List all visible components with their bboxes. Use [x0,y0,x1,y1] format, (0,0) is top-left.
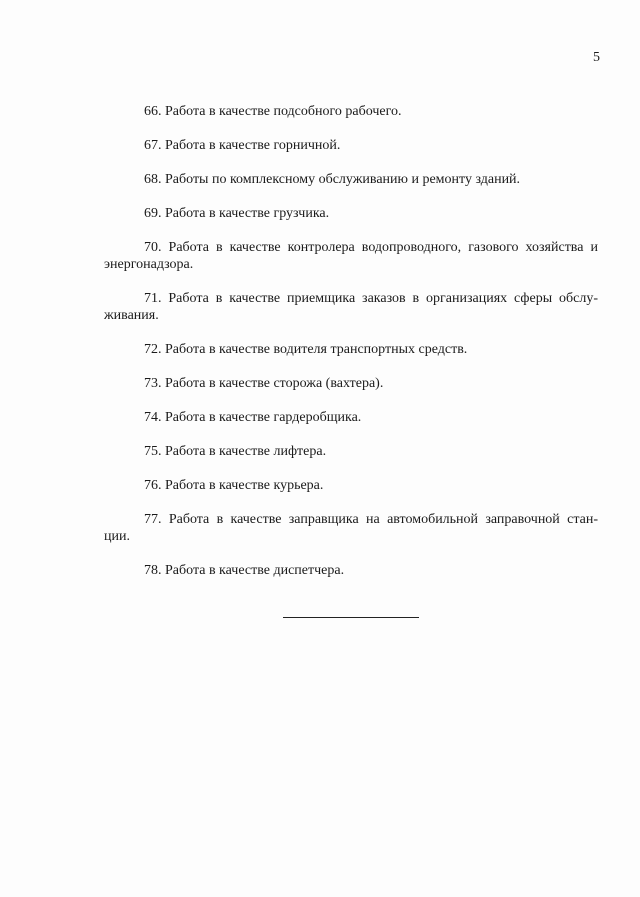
list-item-text-continuation: живания. [104,308,159,323]
list-item-text: 74. Работа в качестве гардеробщика. [144,410,362,425]
list-item [104,137,598,154]
list-item-text: 73. Работа в качестве сторожа (вахтера). [144,376,384,391]
list-item [104,103,598,120]
list-item-text: 66. Работа в качестве подсобного рабочего. [144,104,402,119]
list-item [104,205,598,222]
page-number: 5 [593,50,600,65]
list-item-text-continuation: ции. [104,529,130,544]
list-item-text: 78. Работа в качестве диспетчера. [144,563,345,578]
list-item-text: 69. Работа в качестве грузчика. [144,206,330,221]
end-of-list-rule [283,617,419,618]
list-item-text: 70. Работа в качестве контролера водопроводного, газового хозяйства и [144,240,598,255]
list-item [104,239,598,273]
list-item [104,409,598,426]
list-item [104,171,598,188]
list-item-text: 72. Работа в качестве водителя транспортных средств. [144,342,468,357]
list-item [104,341,598,358]
list-item [104,290,598,324]
list-item-text: 76. Работа в качестве курьера. [144,478,324,493]
list-item [104,443,598,460]
list-item [104,511,598,545]
list-item-text: 68. Работы по комплексному обслуживанию и ремонту зданий. [144,172,521,187]
list-item-text: 71. Работа в качестве приемщика заказов в организациях сферы обслу- [144,291,598,306]
list-item-text: 77. Работа в качестве заправщика на автомобильной заправочной стан- [144,512,598,527]
list-item-text-continuation: энергонадзора. [104,257,194,272]
list-item-text: 75. Работа в качестве лифтера. [144,444,327,459]
list-item [104,562,598,579]
list-item-text: 67. Работа в качестве горничной. [144,138,341,153]
list-item [104,477,598,494]
list-item [104,375,598,392]
